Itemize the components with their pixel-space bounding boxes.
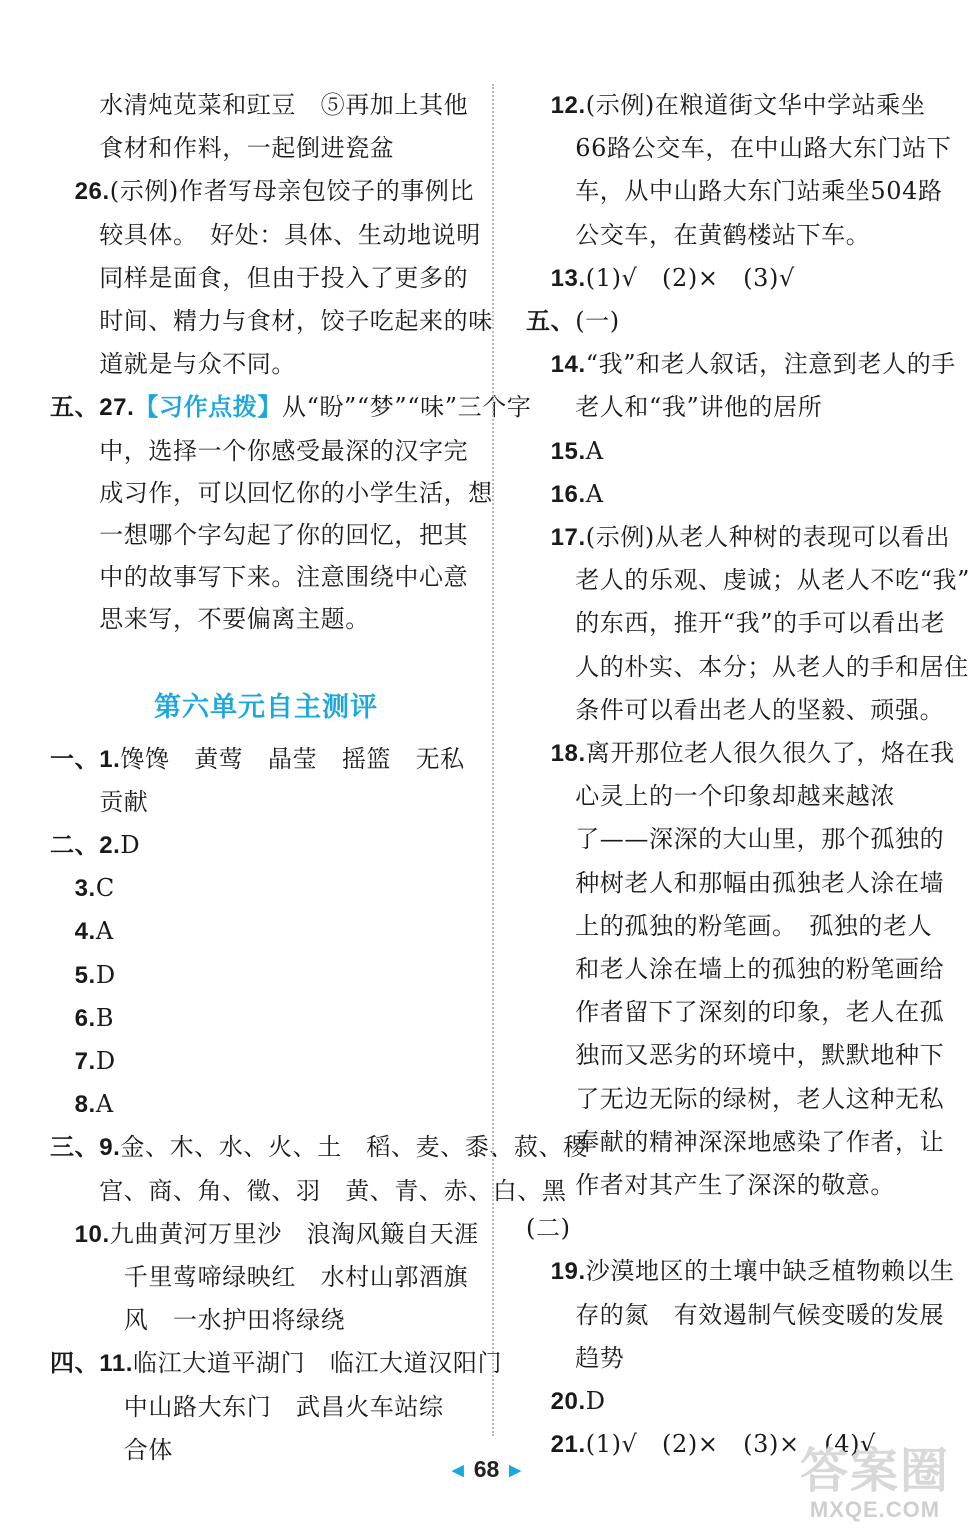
line-text: 作者留下了深刻的印象，老人在孤 — [526, 998, 945, 1027]
text-line — [50, 997, 482, 1040]
line-text: 了无边无际的绿树，老人这种无私 — [526, 1084, 945, 1113]
line-text: 人的朴实、本分；从老人的手和居住 — [526, 652, 969, 681]
column-divider — [492, 84, 494, 1436]
line-text: 中山路大东门 武昌火车站综 — [50, 1392, 444, 1421]
text-line — [50, 214, 482, 257]
question-number: 16. — [526, 480, 586, 508]
q27-body — [50, 430, 493, 641]
watermark-top-text: 答案圈 — [799, 1443, 950, 1499]
line-text: 中，选择一个你感受最深的汉字完 — [50, 436, 469, 465]
right-block — [526, 84, 970, 1467]
text-line — [526, 905, 946, 948]
line-text: 贡献 — [50, 787, 149, 816]
text-line — [50, 257, 482, 300]
line-text: (示例)作者写母亲包饺子的事例比 — [109, 177, 475, 206]
line-text: 水清炖苋菜和豇豆 ⑤再加上其他 — [50, 91, 469, 119]
line-text: 了——深深的大山里，那个孤独的 — [526, 825, 945, 854]
line-text: 种树老人和那幅由孤独老人涂在墙 — [526, 868, 945, 897]
question-number: 15. — [526, 437, 586, 465]
text-line — [526, 1034, 946, 1077]
line-text: 临江大道平湖门 临江大道汉阳门 — [133, 1349, 503, 1378]
question-number: 三、9. — [50, 1134, 121, 1162]
line-text: 存的氮 有效遏制气候变暖的发展 — [526, 1300, 945, 1329]
text-line — [50, 127, 482, 170]
line-text: 思来写，不要偏离主题。 — [50, 605, 370, 634]
text-line — [50, 556, 482, 598]
question-number: 12. — [526, 92, 586, 119]
question-number: 5. — [50, 961, 96, 989]
line-text: 馋馋 黄莺 晶莹 摇篮 无私 — [120, 744, 465, 773]
text-line — [50, 1386, 482, 1429]
text-line — [526, 602, 946, 645]
line-text: 公交车，在黄鹤楼站下车。 — [526, 220, 871, 249]
text-line — [526, 1250, 955, 1293]
line-text: “我”和老人叙话，注意到老人的手 — [585, 350, 956, 379]
question-number: 8. — [50, 1091, 96, 1119]
line-text: (示例)在粮道街文华中学站乘坐 — [585, 91, 926, 119]
text-line — [526, 1380, 946, 1423]
text-line — [526, 732, 955, 775]
left-top-block — [50, 84, 493, 386]
text-line — [526, 516, 951, 559]
question-number: 四、11. — [50, 1350, 134, 1378]
line-text: C — [95, 874, 115, 903]
question-number: 19. — [526, 1258, 586, 1286]
q27-first-line — [50, 386, 532, 429]
text-line — [50, 738, 482, 781]
line-text: (1)√ (2)× (3)× (4)√ — [585, 1430, 876, 1459]
page-number: 68 — [473, 1456, 500, 1482]
text-line — [526, 343, 956, 386]
text-line — [50, 1299, 482, 1342]
text-line — [50, 300, 493, 343]
line-text: 独而又恶劣的环境中，默默地种下 — [526, 1041, 945, 1070]
text-line — [526, 991, 946, 1034]
text-line — [50, 84, 482, 127]
text-line — [526, 170, 946, 213]
line-text: (示例)从老人种树的表现可以看出 — [585, 523, 951, 552]
text-line — [50, 1342, 503, 1385]
watermark-logo — [795, 1444, 955, 1528]
line-text: D — [95, 960, 116, 989]
question-number: 26. — [50, 178, 110, 206]
text-line — [526, 214, 946, 257]
question-number: 14. — [526, 351, 586, 379]
text-line — [526, 948, 946, 991]
question-number: 7. — [50, 1048, 96, 1076]
text-line — [50, 910, 482, 953]
text-line — [526, 646, 969, 689]
text-line — [50, 430, 482, 472]
text-line — [526, 1121, 946, 1164]
text-line — [50, 472, 493, 514]
line-text: 中的故事写下来。注意围绕中心意 — [50, 563, 469, 592]
text-line — [526, 1294, 946, 1337]
line-text: 趋势 — [526, 1343, 625, 1372]
question-number: 21. — [526, 1431, 586, 1459]
text-line — [50, 867, 482, 910]
text-line — [50, 1126, 588, 1169]
text-line — [526, 84, 946, 127]
line-text: 道就是与众不同。 — [50, 350, 296, 379]
question-number: 五、 — [526, 308, 576, 336]
line-text: 作者对其产生了深深的敬意。 — [526, 1171, 895, 1200]
text-line — [526, 1207, 946, 1250]
unit-title: 第六单元自主测评 — [154, 691, 378, 723]
question-number: 13. — [526, 264, 586, 292]
line-text: 时间、精力与食材，饺子吃起来的味 — [50, 307, 493, 336]
question-number: 17. — [526, 524, 586, 552]
line-text: 和老人涂在墙上的孤独的粉笔画给 — [526, 955, 945, 984]
line-text: 较具体。 好处：具体、生动地说明 — [50, 220, 481, 249]
text-line — [50, 1256, 482, 1299]
text-line — [526, 818, 946, 861]
text-line — [526, 775, 946, 818]
line-text: (二) — [526, 1214, 571, 1243]
question-number: 18. — [526, 740, 586, 768]
line-text: B — [95, 1003, 115, 1032]
line-text: A — [585, 436, 604, 465]
watermark-url-text: MXQE.COM — [809, 1497, 941, 1522]
question-number: 10. — [50, 1220, 110, 1248]
text-line — [50, 781, 482, 824]
text-line — [50, 170, 482, 213]
text-line — [50, 1083, 482, 1126]
prev-arrow-icon: ◀ — [452, 1462, 464, 1479]
text-line — [50, 598, 482, 640]
line-text: 车，从中山路大东门站乘坐504路 — [526, 177, 943, 206]
q27-first-text: 从“盼”“梦”“味”三个字 — [281, 393, 532, 422]
question-number: 6. — [50, 1004, 96, 1032]
text-line — [50, 1170, 567, 1213]
text-line — [50, 1040, 482, 1083]
text-line — [50, 343, 482, 386]
text-line — [526, 1337, 946, 1380]
next-arrow-icon: ▶ — [509, 1462, 521, 1479]
text-line — [50, 824, 482, 867]
line-text: 合体 — [50, 1435, 173, 1464]
line-text: 同样是面食，但由于投入了更多的 — [50, 263, 469, 292]
line-text: A — [585, 479, 604, 508]
question-number: 20. — [526, 1388, 586, 1416]
question-number: 二、2. — [50, 832, 121, 860]
line-text: D — [95, 1047, 116, 1076]
text-line — [526, 127, 952, 170]
line-text: A — [95, 1090, 114, 1119]
writing-tip-tag: 【习作点拨】 — [134, 393, 282, 422]
line-text: A — [95, 917, 114, 946]
line-text: 老人的乐观、虔诚；从老人不吃“我” — [526, 566, 970, 595]
question-number: 一、1. — [50, 745, 121, 773]
text-line — [526, 559, 970, 602]
line-text: (1)√ (2)× (3)√ — [585, 263, 795, 292]
text-line — [526, 257, 946, 300]
line-text: 老人和“我”讲他的居所 — [526, 393, 823, 422]
line-text: 条件可以看出老人的坚毅、顽强。 — [526, 695, 945, 724]
text-line — [526, 1164, 946, 1207]
text-line — [526, 1078, 946, 1121]
line-text: 风 一水护田将绿绕 — [50, 1306, 346, 1335]
line-text: D — [120, 831, 141, 860]
line-text: 心灵上的一个印象却越来越浓 — [526, 782, 895, 811]
text-line — [50, 954, 482, 997]
line-text: 的东西，推开“我”的手可以看出老 — [526, 609, 946, 638]
text-line — [526, 386, 946, 429]
line-text: 离开那位老人很久很久了，烙在我 — [585, 739, 955, 768]
right-column — [526, 84, 970, 1467]
line-text: 66路公交车，在中山路大东门站下 — [526, 134, 952, 163]
text-line — [526, 862, 946, 905]
q27-number: 五、27. — [50, 394, 135, 422]
text-line — [526, 300, 946, 343]
line-text: 上的孤独的粉笔画。 孤独的老人 — [526, 911, 933, 940]
question-number: 4. — [50, 918, 96, 946]
text-line — [50, 1213, 482, 1256]
line-text: 九曲黄河万里沙 浪淘风簸自天涯 — [109, 1219, 479, 1248]
line-text: (一) — [575, 307, 620, 336]
text-line — [526, 430, 946, 473]
line-text: 千里莺啼绿映红 水村山郭酒旗 — [50, 1263, 469, 1292]
line-text: 沙漠地区的土壤中缺乏植物赖以生 — [585, 1257, 955, 1286]
question-number: 3. — [50, 875, 96, 903]
text-line — [50, 514, 482, 556]
line-text: 宫、商、角、徵、羽 黄、青、赤、白、黑 — [50, 1176, 567, 1205]
text-line — [526, 689, 946, 732]
line-text: D — [585, 1387, 606, 1416]
line-text: 一想哪个字勾起了你的回忆，把其 — [50, 521, 469, 550]
line-text: 奉献的精神深深地感染了作者，让 — [526, 1127, 945, 1156]
text-line — [526, 473, 946, 516]
line-text: 成习作，可以回忆你的小学生活，想 — [50, 478, 493, 507]
line-text: 金、木、水、火、土 稻、麦、黍、菽、稷 — [120, 1133, 588, 1162]
line-text: 食材和作料，一起倒进瓷盆 — [50, 134, 395, 163]
